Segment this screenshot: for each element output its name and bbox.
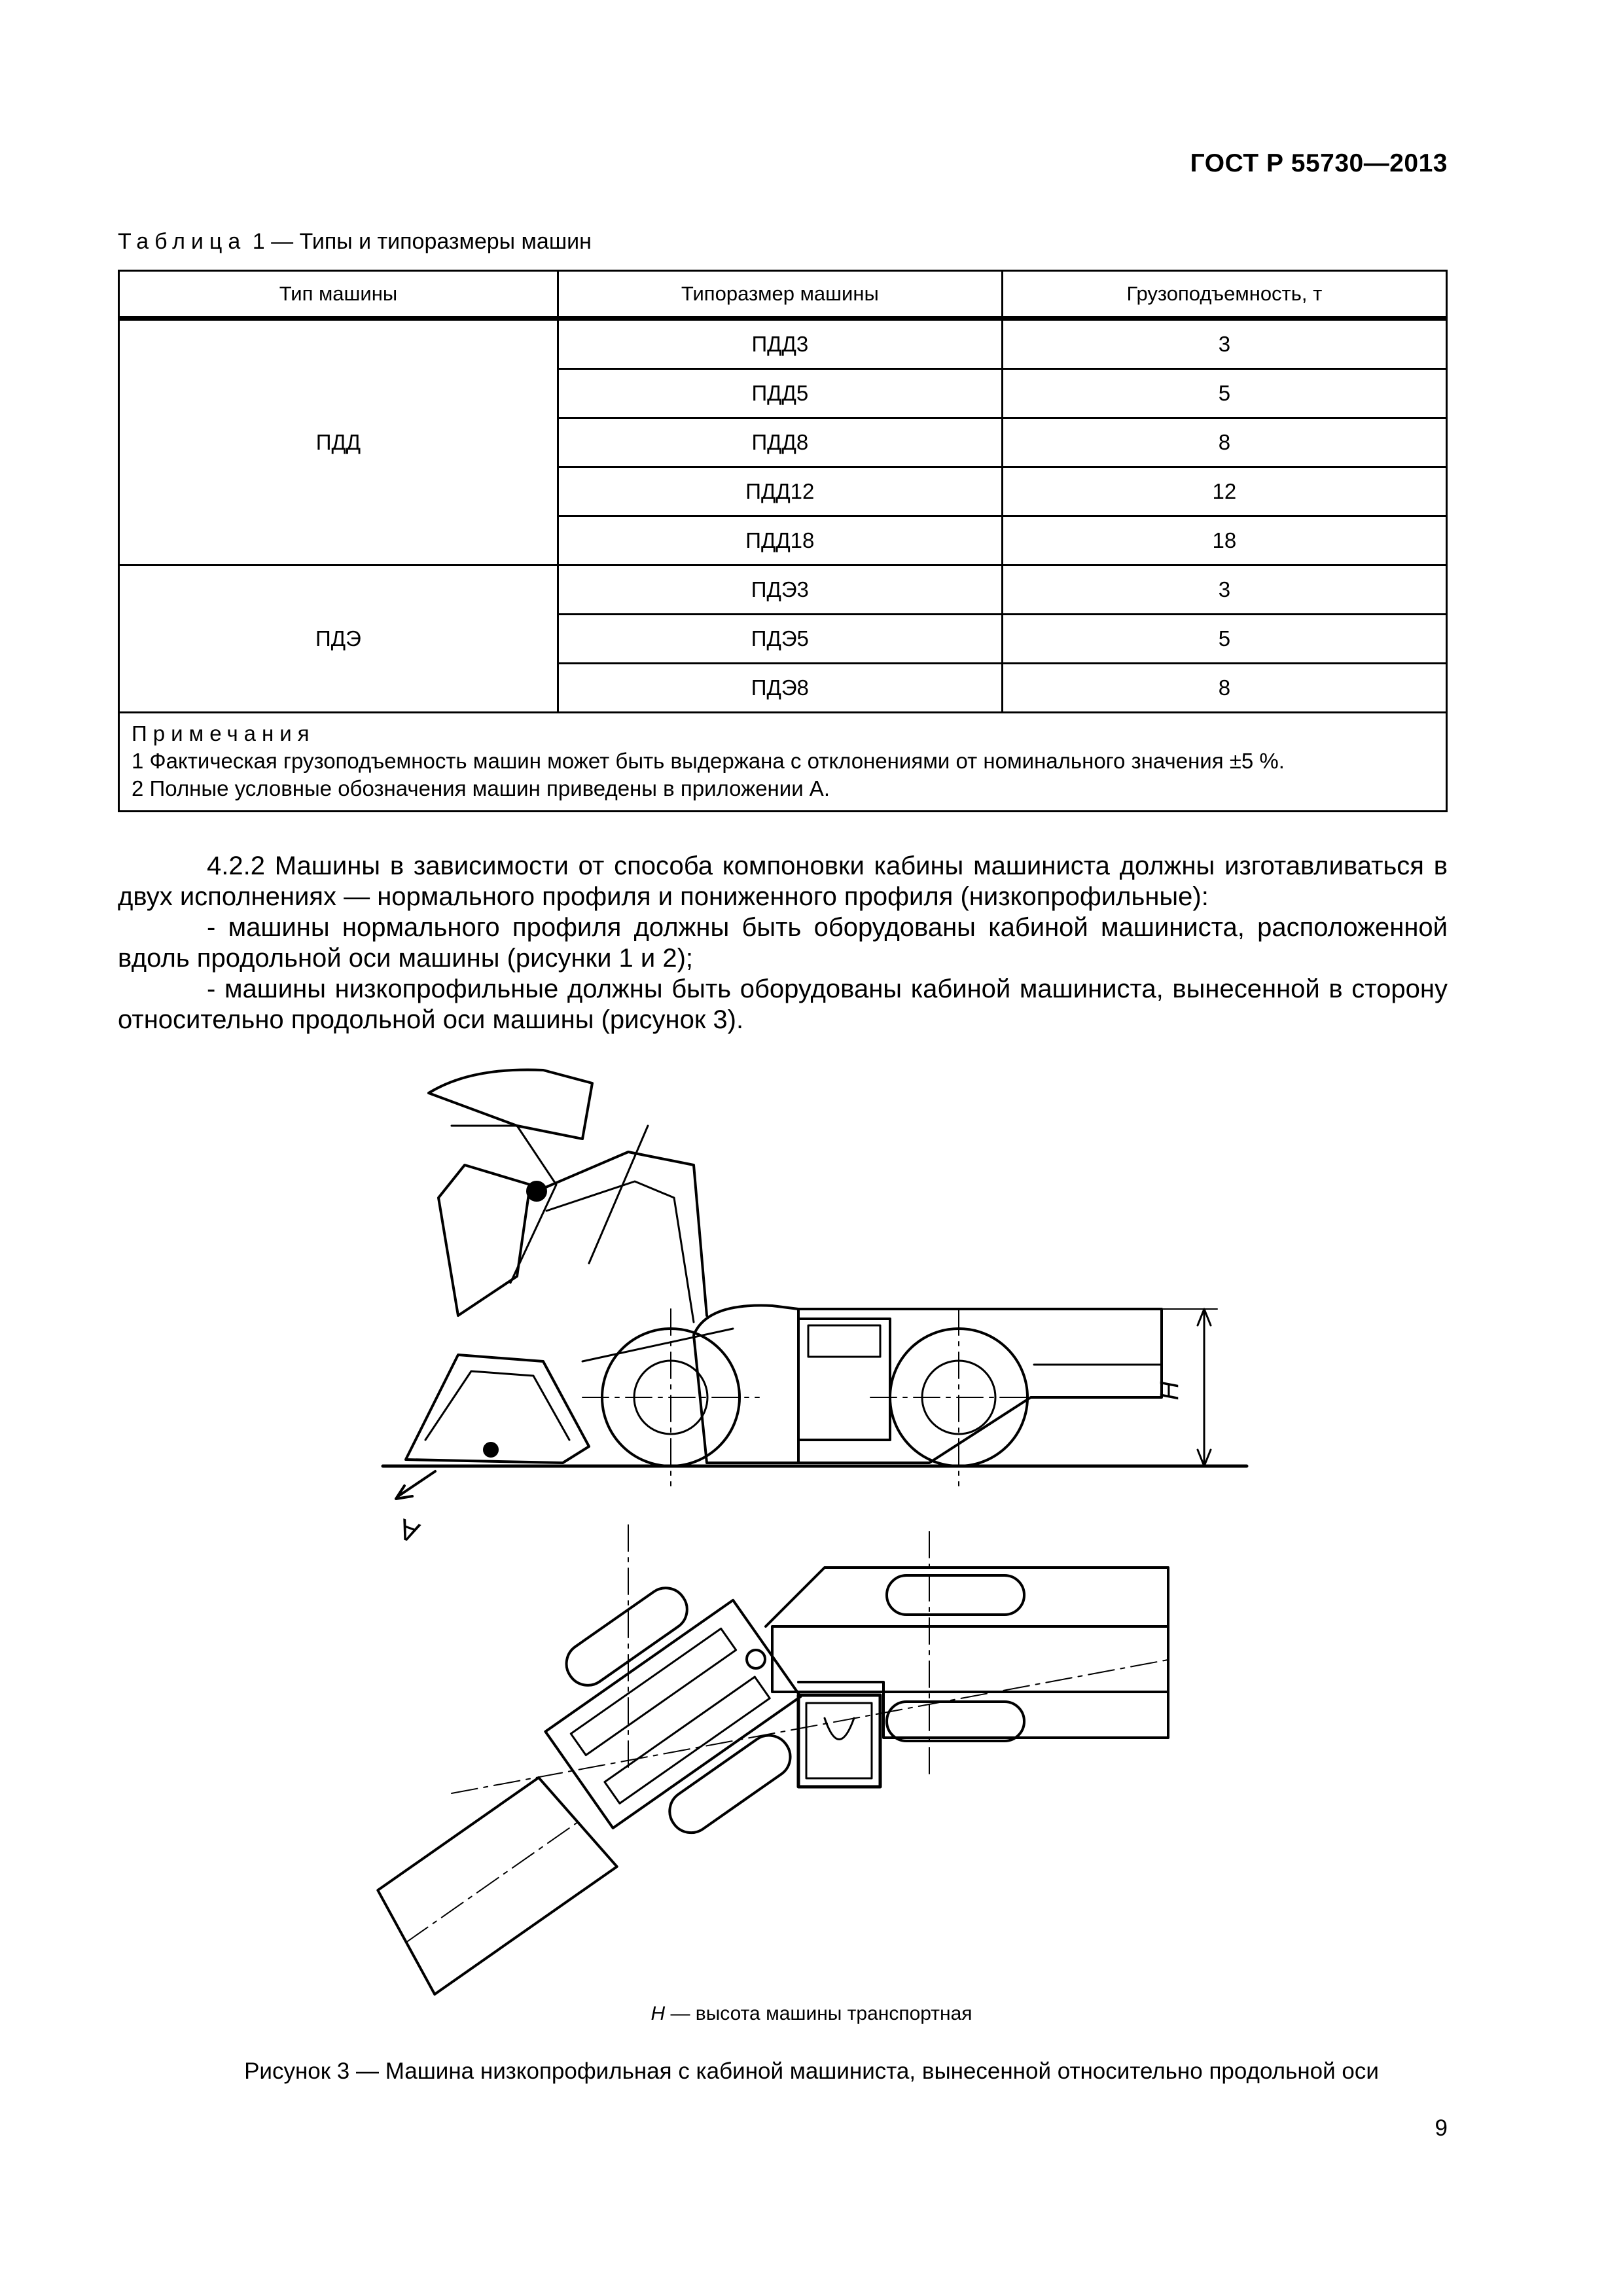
table-row [119,319,1447,369]
size-cell: ПДД12 [558,467,1002,516]
machine-drawing [366,1067,1270,1996]
table-notes-row [119,713,1447,812]
capacity-cell: 5 [1002,369,1446,418]
capacity-cell: 8 [1002,418,1446,467]
table-caption-label: Таблица [118,229,247,254]
capacity-cell: 3 [1002,319,1446,369]
dimension-label: H [1155,1381,1184,1401]
front-frame-top [545,1600,800,1828]
front-frame [694,1306,798,1463]
column-header-capacity: Грузоподъемность, т [1002,271,1446,319]
table-caption [118,229,592,255]
machine-type-cell: ПДЭ [119,565,558,713]
offset-cab-inner [806,1703,872,1778]
bucket-pivot [484,1443,497,1456]
paragraph: - машины низкопрофильные должны быть оборудованы кабиной машиниста, вынесенной в сторону относительно продольной оси машины (рисунок 3). [118,975,1448,1034]
paragraph: - машины нормального профиля должны быть оборудованы кабиной машиниста, расположенной вдоль продольной оси машины (рисунки 1 и 2); [118,913,1448,973]
cab-block [798,1319,890,1440]
capacity-cell: 3 [1002,565,1446,615]
machine-types-table [118,270,1448,812]
wheel-top-left [887,1575,1024,1615]
capacity-cell: 5 [1002,615,1446,664]
note-item: 2 Полные условные обозначения машин приведены в приложении А. [132,776,830,800]
view-arrow [399,1471,435,1496]
body-text [118,851,1448,1035]
tilt-link [582,1329,733,1361]
document-id: ГОСТ Р 55730—2013 [1190,149,1448,177]
top-view [367,1525,1171,1994]
wheel-top-right [887,1702,1024,1741]
articulation-joint [747,1650,765,1668]
raised-bucket [438,1165,530,1316]
rear-chassis-outline [766,1568,1168,1738]
boom-arm-inner [546,1181,694,1322]
column-header-type: Тип машины [119,271,558,319]
page-number: 9 [1435,2115,1448,2141]
notes-title: Примечания [132,721,315,745]
front-wheel-top [558,1580,695,1694]
table-row [119,565,1447,615]
legend-text: — высота машины транспортная [665,2003,972,2024]
size-cell: ПДЭ3 [558,565,1002,615]
capacity-cell: 8 [1002,664,1446,713]
machine-type-cell: ПДД [119,319,558,565]
table-header-row [119,271,1447,319]
raised-bucket-lip [429,1069,592,1139]
lowered-bucket-inner [425,1371,569,1440]
size-cell: ПДЭ8 [558,664,1002,713]
paragraph: 4.2.2 Машины в зависимости от способа компоновки кабины машиниста должны изготавливаться в двух исполнениях — нормального профиля и пониженного профиля (низкопрофильные): [118,852,1448,911]
side-view [383,1069,1247,1549]
boom-top [571,1628,736,1755]
size-cell: ПДД5 [558,369,1002,418]
figure-legend [0,2003,1623,2025]
boom-top [605,1677,770,1803]
front-wheel-top [662,1727,798,1841]
bucket-axis [406,1822,578,1943]
offset-cab [798,1695,880,1787]
cab-window [808,1325,880,1357]
column-header-size: Типоразмер машины [558,271,1002,319]
raised-bucket-edge [452,1126,556,1283]
size-cell: ПДД8 [558,418,1002,467]
figure-caption: Рисунок 3 — Машина низкопрофильная с кабиной машиниста, вынесенной относительно продольной оси [244,2058,1379,2084]
longitudinal-axis [452,1659,1171,1793]
table-caption-title: 1 — Типы и типоразмеры машин [246,229,592,254]
size-cell: ПДД18 [558,516,1002,565]
size-cell: ПДД3 [558,319,1002,369]
size-cell: ПДЭ5 [558,615,1002,664]
boom-arm [537,1152,707,1316]
chassis-ramp [1034,1365,1162,1397]
view-label: A [394,1512,424,1549]
table-notes [119,713,1447,812]
capacity-cell: 12 [1002,467,1446,516]
legend-symbol: H [651,2003,666,2024]
note-item: 1 Фактическая грузоподъемность машин может быть выдержана с отклонениями от номинального значения ±5 %. [132,749,1285,773]
capacity-cell: 18 [1002,516,1446,565]
